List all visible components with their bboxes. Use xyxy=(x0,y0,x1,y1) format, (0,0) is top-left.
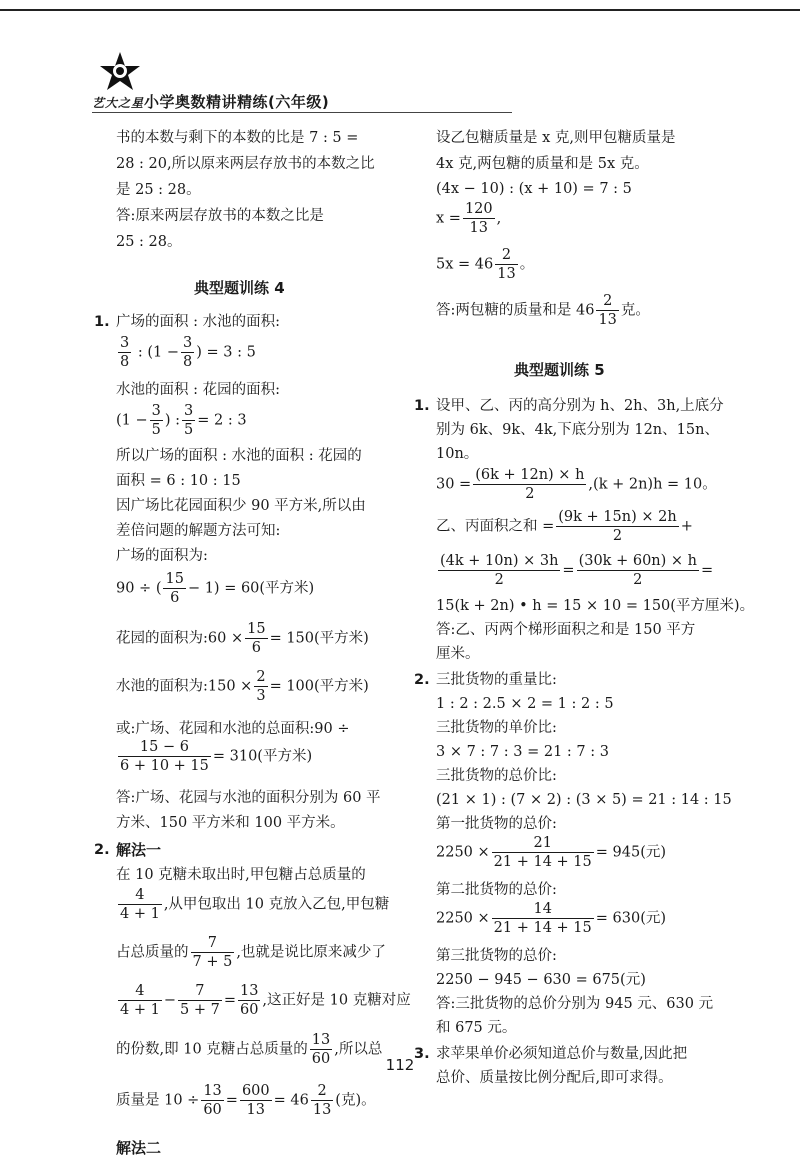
fraction: $\frac{13}{60}$ xyxy=(311,1032,331,1067)
top-border-line xyxy=(0,9,800,11)
fraction: $\frac{4}{4 + 1}$ xyxy=(120,983,160,1018)
fraction: $\frac{(4k + 10n) \times 3h}{2}$ xyxy=(440,553,559,588)
fraction: $\frac{3}{8}$ xyxy=(120,335,130,370)
formula-line: $\frac{4}{4 + 1}$ ,从甲包取出 10 克放入乙包,甲包糖 xyxy=(120,887,390,922)
method-heading: 解法一 xyxy=(116,841,162,859)
fraction: $\frac{15}{6}$ xyxy=(247,621,266,656)
fraction: $\frac{14}{21 + 14 + 15}$ xyxy=(493,901,592,936)
fraction: $\frac{2}{3}$ xyxy=(256,669,266,704)
text-line: 三批货物的单价比: xyxy=(436,720,557,736)
answer-line: 厘米。 xyxy=(436,646,480,662)
text-line: 4x 克,两包糖的质量和是 5x 克。 xyxy=(436,156,649,172)
text-line: 第二批货物的总价: xyxy=(436,882,557,898)
text-line: (4x − 10) : (x + 10) = 7 : 5 xyxy=(436,181,632,197)
formula-line: 90 ÷ ( $\frac{15}{6}$ − 1) = 60(平方米) xyxy=(116,571,315,606)
fraction: $\frac{21}{21 + 14 + 15}$ xyxy=(493,835,592,870)
text-line: 别为 6k、9k、4k,下底分别为 12n、15n、 xyxy=(436,422,719,438)
formula-line: 5x = 46 $\frac{2}{13}$ 。 xyxy=(436,247,535,282)
formula-line: 30 = $\frac{(6k + 12n) \times h}{2}$ ,(k + 2n)h = 10。 xyxy=(436,467,717,502)
brand-name: 艺大之星 xyxy=(92,96,145,110)
formula-line: 2250 × $\frac{14}{21 + 14 + 15}$ = 630(元) xyxy=(436,901,667,936)
book-title: 小学奥数精讲精练(六年级) xyxy=(144,93,330,111)
answer-line: 答:原来两层存放书的本数之比是 xyxy=(116,208,324,224)
answer-line: 25 : 28。 xyxy=(116,234,182,250)
formula-line: 占总质量的 $\frac{7}{7 + 5}$ ,也就是说比原来减少了 xyxy=(116,935,386,970)
text-line: 是 25 : 28。 xyxy=(116,182,201,198)
fraction: $\frac{3}{8}$ xyxy=(182,335,193,370)
text-line: 设甲、乙、丙的高分别为 h、2h、3h,上底分 xyxy=(436,398,724,414)
fraction: $\frac{2}{13}$ xyxy=(497,247,516,282)
fraction: $\frac{3}{5}$ xyxy=(184,403,194,438)
text-line: 水池的面积 : 花园的面积: xyxy=(116,382,280,398)
text-line: 或:广场、花园和水池的总面积:90 ÷ xyxy=(116,721,350,737)
text-line: 第三批货物的总价: xyxy=(436,948,557,964)
text-line: 广场的面积为: xyxy=(116,548,208,564)
page-number: 112 xyxy=(385,1056,415,1074)
text-line: 求苹果单价必须知道总价与数量,因此把 xyxy=(436,1046,688,1062)
formula-line: $\frac{15 - 6}{6 + 10 + 15}$ = 310(平方米) xyxy=(120,739,313,774)
formula-line: 质量是 10 ÷ $\frac{13}{60}$ = $\frac{600}{13}$ = 46 $\frac{2}{13}$ (克)。 xyxy=(116,1083,376,1118)
text-line: 设乙包糖质量是 x 克,则甲包糖质量是 xyxy=(436,130,676,146)
text-line: 15(k + 2n) • h = 15 × 10 = 150(平方厘米)。 xyxy=(436,598,755,614)
text-line: (21 × 1) : (7 × 2) : (3 × 5) = 21 : 14 : 15 xyxy=(436,792,732,808)
problem-number: 3. xyxy=(414,1046,430,1062)
problem-number: 2. xyxy=(414,672,430,688)
text-line: 在 10 克糖未取出时,甲包糖占总质量的 xyxy=(116,867,366,883)
fraction: $\frac{7}{7 + 5}$ xyxy=(192,935,233,970)
formula-line: 2250 × $\frac{21}{21 + 14 + 15}$ = 945(元) xyxy=(436,835,667,870)
text-line: 3 × 7 : 7 : 3 = 21 : 7 : 3 xyxy=(436,744,609,760)
fraction: $\frac{(30k + 60n) \times h}{2}$ xyxy=(578,553,697,588)
section-heading: 典型题训练 4 xyxy=(194,279,285,297)
answer-line: 答:广场、花园与水池的面积分别为 60 平 xyxy=(116,790,381,806)
formula-line: $\frac{(4k + 10n) \times 3h}{2}$ = $\frac{(30k + 60n) \times h}{2}$ = xyxy=(440,553,714,588)
fraction: $\frac{600}{13}$ xyxy=(241,1083,270,1118)
text-line: 2250 − 945 − 630 = 675(元) xyxy=(436,972,646,988)
text-line: 10n。 xyxy=(436,446,479,462)
formula-line: $\frac{3}{8}$ : (1 − $\frac{3}{8}$ ) = 3 : 5 xyxy=(120,335,256,370)
formula-line: 乙、丙面积之和 = $\frac{(9k + 15n) \times 2h}{2}$ + xyxy=(436,509,693,544)
text-line: 1 : 2 : 2.5 × 2 = 1 : 2 : 5 xyxy=(436,696,614,712)
fraction: $\frac{4}{4 + 1}$ xyxy=(120,887,160,922)
fraction: $\frac{13}{60}$ xyxy=(239,983,259,1018)
fraction: $\frac{(9k + 15n) \times 2h}{2}$ xyxy=(558,509,677,544)
method-heading: 解法二 xyxy=(116,1139,162,1157)
fraction: $\frac{7}{5 + 7}$ xyxy=(179,983,220,1018)
section-heading: 典型题训练 5 xyxy=(514,361,605,379)
header-divider xyxy=(92,112,512,113)
formula-line: (1 − $\frac{3}{5}$ ) : $\frac{3}{5}$ = 2 : 3 xyxy=(116,403,247,438)
page-header xyxy=(92,50,512,110)
fraction: $\frac{2}{13}$ xyxy=(598,293,617,328)
formula-line: 答:两包糖的质量和是 46 $\frac{2}{13}$ 克。 xyxy=(436,293,650,328)
text-line: 总价、质量按比例分配后,即可求得。 xyxy=(436,1070,673,1086)
formula-line: 的份数,即 10 克糖占总质量的 $\frac{13}{60}$ ,所以总 xyxy=(116,1032,383,1067)
text-line: 第一批货物的总价: xyxy=(436,816,557,832)
text-line: 三批货物的总价比: xyxy=(436,768,557,784)
text-line: 因广场比花园面积少 90 平方米,所以由 xyxy=(116,498,366,514)
fraction: $\frac{2}{13}$ xyxy=(312,1083,332,1118)
answer-line: 方米、150 平方米和 100 平方米。 xyxy=(116,815,345,831)
formula-line: 水池的面积为:150 × $\frac{2}{3}$ = 100(平方米) xyxy=(116,669,369,704)
formula-line: 花园的面积为:60 × $\frac{15}{6}$ = 150(平方米) xyxy=(116,621,369,656)
text-line: 三批货物的重量比: xyxy=(436,672,557,688)
problem-number: 2. xyxy=(94,842,110,858)
answer-line: 和 675 元。 xyxy=(436,1020,517,1036)
text-line: 面积 = 6 : 10 : 15 xyxy=(116,473,241,489)
formula-line: x = $\frac{120}{13}$ , xyxy=(436,201,502,236)
answer-line: 答:乙、丙两个梯形面积之和是 150 平方 xyxy=(436,622,696,638)
fraction: $\frac{15 - 6}{6 + 10 + 15}$ xyxy=(120,739,209,774)
fraction: $\frac{120}{13}$ xyxy=(464,201,493,236)
fraction: $\frac{(6k + 12n) \times h}{2}$ xyxy=(475,467,585,502)
text-line: 广场的面积 : 水池的面积: xyxy=(116,314,280,330)
fraction: $\frac{13}{60}$ xyxy=(203,1083,222,1118)
fraction: $\frac{15}{6}$ xyxy=(165,571,184,606)
star-logo-icon xyxy=(98,50,142,92)
fraction: $\frac{3}{5}$ xyxy=(151,403,161,438)
text-line: 所以广场的面积 : 水池的面积 : 花园的 xyxy=(116,448,362,464)
text-line: 书的本数与剩下的本数的比是 7 : 5 = xyxy=(116,130,359,146)
problem-number: 1. xyxy=(94,314,110,330)
text-line: 28 : 20,所以原来两层存放书的本数之比 xyxy=(116,156,375,172)
text-line: 差倍问题的解题方法可知: xyxy=(116,523,281,539)
problem-number: 1. xyxy=(414,398,430,414)
answer-line: 答:三批货物的总价分别为 945 元、630 元 xyxy=(436,996,714,1012)
formula-line: $\frac{4}{4 + 1}$ − $\frac{7}{5 + 7}$ = $\frac{13}{60}$ ,这正好是 10 克糖对应 xyxy=(120,983,411,1018)
